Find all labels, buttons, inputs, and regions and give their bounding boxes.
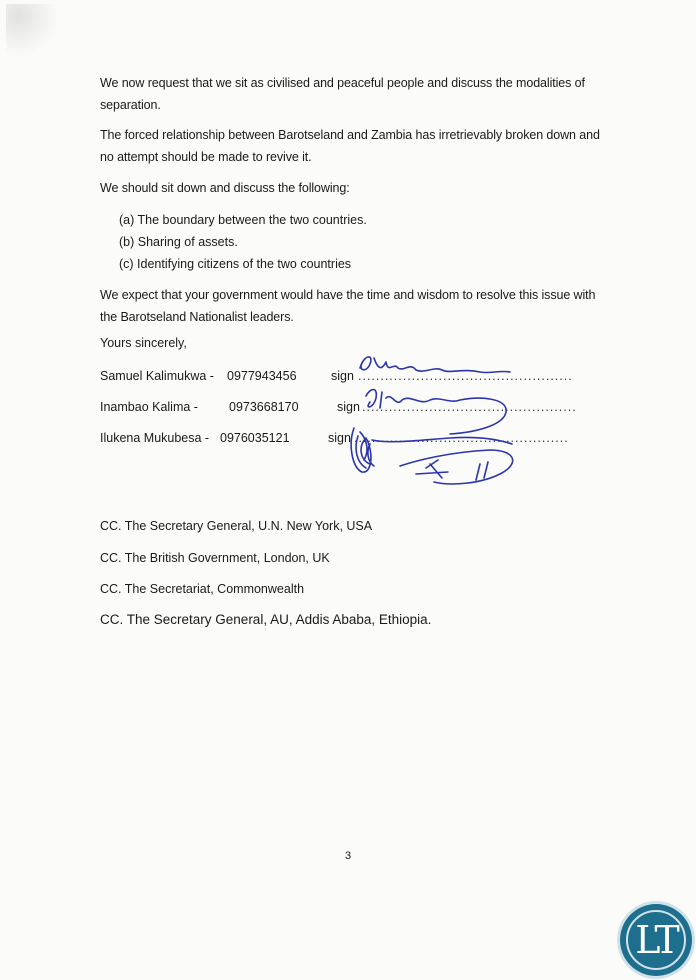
cc-recipient: CC. The British Government, London, UK — [100, 551, 330, 565]
lt-watermark-logo: LT — [620, 904, 692, 976]
page-number: 3 — [345, 850, 352, 862]
signatory-phone: 0976035121 — [220, 431, 290, 445]
sign-label: sign — [337, 400, 360, 414]
list-item: (b) Sharing of assets. — [119, 235, 238, 249]
paragraph-discussion-intro: We should sit down and discuss the following: — [100, 181, 350, 195]
signatory-name: Inambao Kalima - — [100, 400, 198, 414]
signature-kalima — [366, 390, 506, 435]
cc-recipient: CC. The Secretariat, Commonwealth — [100, 582, 305, 596]
paragraph-relationship: The forced relationship between Barotseland and Zambia has irretrievably broken down and no attempt should be made to revive it. — [100, 128, 600, 164]
list-item: (c) Identifying citizens of the two countries — [119, 257, 352, 271]
logo-ring — [626, 910, 686, 970]
sign-label: sign — [331, 369, 354, 383]
handwritten-signatures — [330, 348, 560, 498]
signatory-phone: 0973668170 — [229, 400, 299, 414]
list-item: (a) The boundary between the two countries. — [119, 213, 367, 227]
scan-artifact — [6, 4, 66, 64]
signature-line: ................................................ — [358, 369, 573, 383]
paragraph-separation-request: We now request that we sit as civilised and peaceful people and discuss the modalities of separation. — [100, 76, 585, 112]
paragraph-expectation: We expect that your government would have the time and wisdom to resolve this issue with the Barotseland Nationalist leaders. — [100, 288, 596, 324]
signature-kalimukwa — [360, 357, 510, 373]
signatory-name: Ilukena Mukubesa - — [100, 431, 210, 445]
discussion-list — [119, 209, 367, 275]
sign-label: sign — [328, 431, 351, 445]
signature-line: ................................................ — [354, 431, 569, 445]
signature-line: ................................................ — [362, 400, 577, 414]
cc-recipient: CC. The Secretary General, AU, Addis Ababa, Ethiopia. — [100, 612, 432, 627]
signatory-name: Samuel Kalimukwa - — [100, 369, 214, 383]
closing-salutation: Yours sincerely, — [100, 336, 187, 350]
signatory-phone: 0977943456 — [227, 369, 297, 383]
signature-flourish — [400, 450, 513, 484]
cc-recipient: CC. The Secretary General, U.N. New York, USA — [100, 519, 373, 533]
